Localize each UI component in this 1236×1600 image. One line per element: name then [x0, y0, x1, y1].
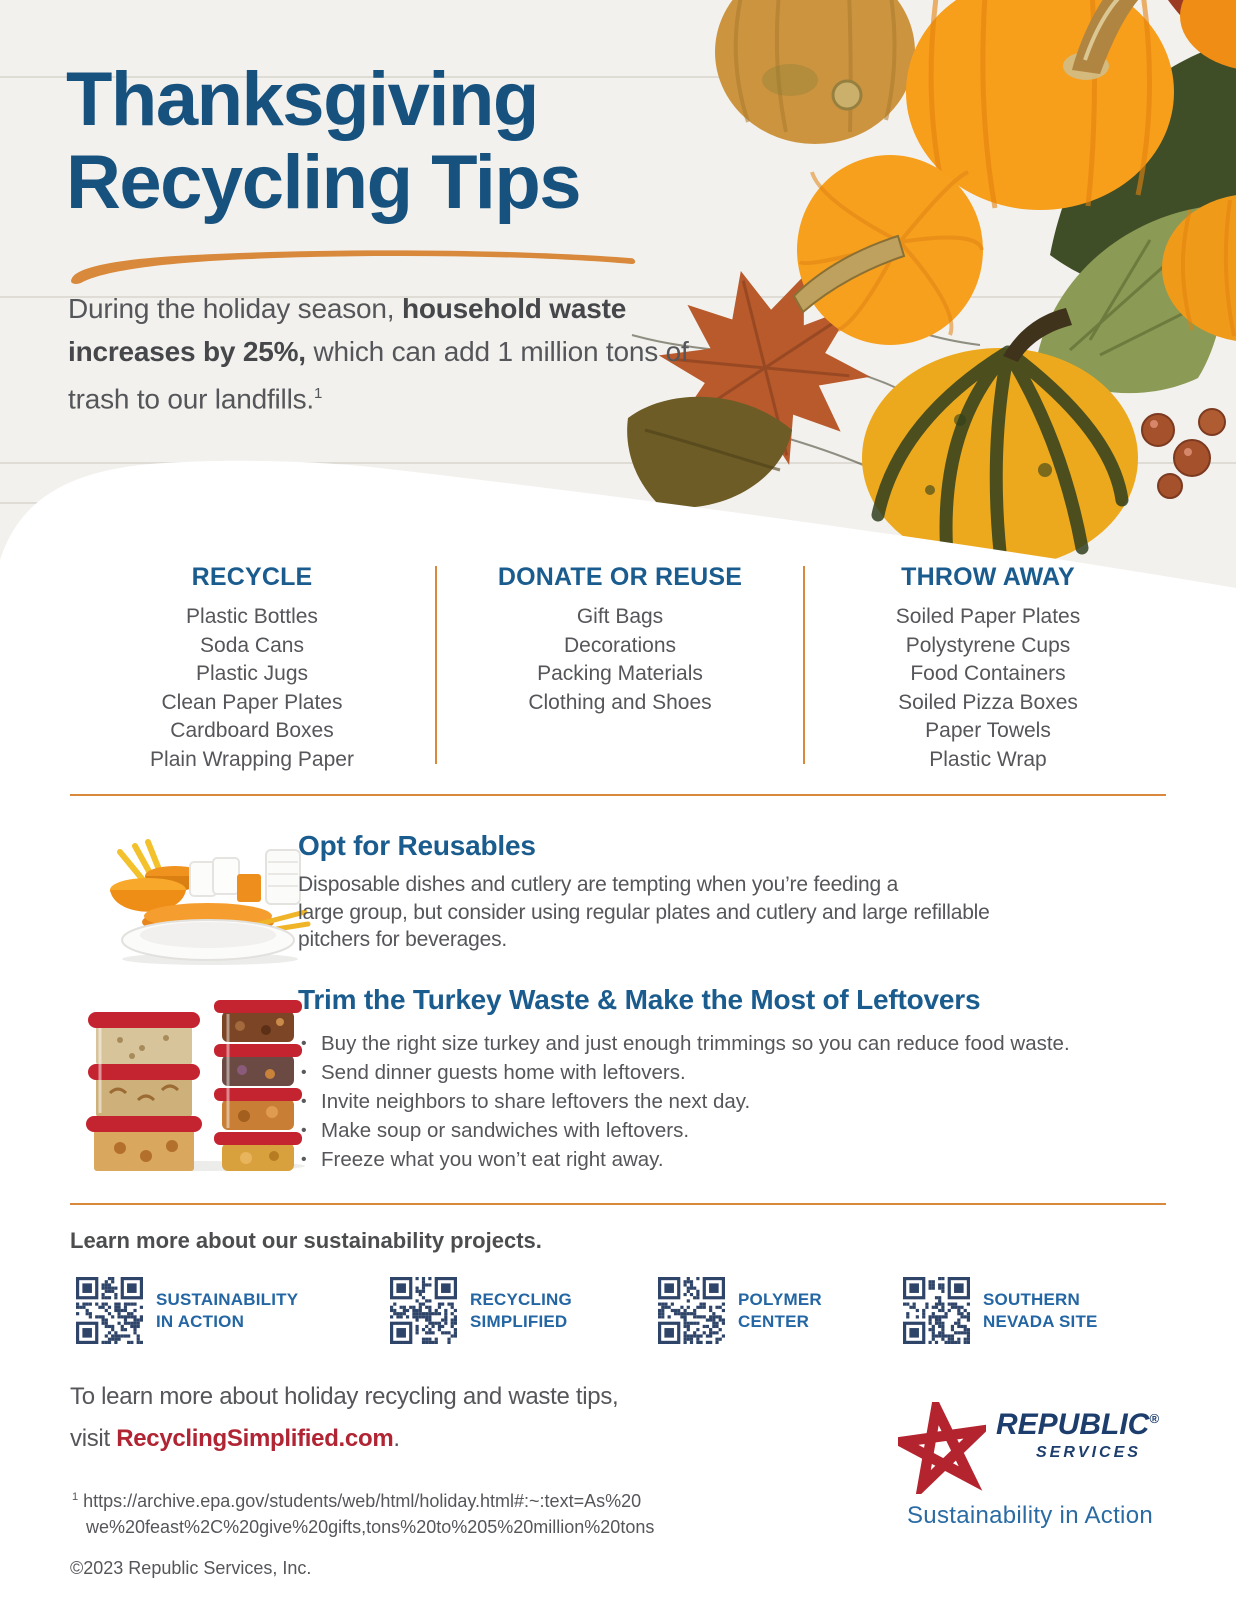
- paragraph-line: Disposable dishes and cutlery are tempting when you’re feeding a: [298, 873, 899, 896]
- berries: [1142, 409, 1225, 498]
- learn-more-heading: Learn more about our sustainability projects.: [70, 1228, 542, 1253]
- pumpkin-small-yellow: [794, 155, 983, 345]
- qr-label: [156, 1289, 298, 1333]
- footnote-url: https://archive.epa.gov/students/web/html/holiday.html#:~:text=As%20: [83, 1491, 642, 1511]
- brand-tagline: Sustainability in Action: [906, 1502, 1153, 1529]
- tip-bullets: [298, 1029, 1168, 1174]
- cta-line: [70, 1418, 618, 1460]
- qr-link-southern-nevada-site: [903, 1277, 1098, 1344]
- qr-code: [903, 1277, 970, 1344]
- category-item: Paper Towels: [925, 719, 1051, 742]
- footnote: [72, 1484, 654, 1540]
- footnote-reference: 1: [72, 1491, 79, 1503]
- registered-mark: ®: [1149, 1411, 1159, 1426]
- brand-name: REPUBLIC®: [996, 1408, 1159, 1441]
- republic-star-icon: [898, 1402, 986, 1494]
- hero-section: [0, 0, 1236, 620]
- column-items: [804, 603, 1172, 774]
- brand-wordmark: [996, 1408, 1159, 1462]
- copyright-text: ©2023 Republic Services, Inc.: [70, 1558, 312, 1578]
- container-stack-right: [214, 1000, 302, 1171]
- qr-label: [983, 1289, 1098, 1333]
- section-divider: [70, 794, 1166, 796]
- cta-text: visit: [70, 1425, 117, 1452]
- title-line: Thanksgiving: [66, 57, 538, 142]
- tip-opt-for-reusables: [298, 828, 1078, 954]
- qr-label: [470, 1289, 572, 1333]
- qr-label-line: POLYMER: [738, 1289, 822, 1309]
- pumpkin-tan: [715, 0, 915, 144]
- title-line: Recycling Tips: [66, 140, 581, 225]
- intro-paragraph: [68, 288, 696, 421]
- disposable-tableware-image: [90, 834, 330, 966]
- republic-services-logo: [898, 1400, 1198, 1496]
- column-items: [68, 603, 436, 774]
- category-item: Soiled Paper Plates: [895, 605, 1081, 628]
- category-item: Plastic Jugs: [195, 662, 309, 685]
- underline-swoosh: [62, 246, 647, 286]
- brand-subname: SERVICES: [1036, 1444, 1141, 1461]
- footnote-line: we%20feast%2C%20give%20gifts,tons%20to%205%20million%20tons: [86, 1517, 655, 1537]
- category-item: Plastic Bottles: [186, 605, 318, 628]
- category-item: Clean Paper Plates: [161, 690, 343, 714]
- category-item: Soda Cans: [200, 633, 304, 657]
- category-item: Decorations: [563, 633, 677, 657]
- column-recycle: [68, 562, 436, 774]
- qr-link-polymer-center: [658, 1277, 822, 1344]
- category-item: Clothing and Shoes: [528, 690, 712, 714]
- category-item: Gift Bags: [576, 605, 664, 628]
- qr-code: [390, 1277, 457, 1344]
- qr-label-line: NEVADA SITE: [983, 1311, 1098, 1331]
- tip-bullet: • Freeze what you won’t eat right away.: [298, 1145, 1168, 1174]
- tip-bullet: • Buy the right size turkey and just enough trimmings so you can reduce food waste.: [298, 1029, 1168, 1058]
- paragraph-line: pitchers for beverages.: [298, 928, 508, 951]
- footnote-reference: 1: [313, 385, 323, 402]
- category-item: Food Containers: [910, 662, 1066, 685]
- qr-label-line: CENTER: [738, 1311, 810, 1331]
- category-item: Soiled Pizza Boxes: [898, 690, 1078, 714]
- section-divider: [70, 1203, 1166, 1205]
- qr-label-line: SOUTHERN: [983, 1289, 1080, 1309]
- paragraph-line: large group, but consider using regular plates and cutlery and large refillable: [298, 900, 990, 924]
- page-title: [66, 58, 580, 224]
- cta-text: .: [393, 1425, 400, 1452]
- footnote-line: [72, 1484, 654, 1514]
- tip-heading: Opt for Reusables: [298, 830, 536, 861]
- column-donate-or-reuse: [436, 562, 804, 717]
- category-item: Polystyrene Cups: [905, 633, 1071, 657]
- tip-bullet: • Make soup or sandwiches with leftovers.: [298, 1116, 1168, 1145]
- category-item: Plastic Wrap: [929, 747, 1047, 771]
- qr-label: [738, 1289, 822, 1333]
- qr-link-sustainability-in-action: [76, 1277, 298, 1344]
- cta-line: To learn more about holiday recycling and waste tips,: [70, 1383, 619, 1410]
- intro-text: During the holiday season,: [68, 293, 402, 324]
- column-heading: RECYCLE: [191, 563, 313, 591]
- tip-bullet: • Invite neighbors to share leftovers the next day.: [298, 1087, 1168, 1116]
- tip-heading: Trim the Turkey Waste & Make the Most of Leftovers: [298, 984, 981, 1015]
- intro-bold-text: household waste increases by 25%,: [68, 293, 627, 367]
- category-item: Packing Materials: [537, 662, 703, 685]
- tip-bullet: • Send dinner guests home with leftovers.: [298, 1058, 1168, 1087]
- qr-code: [658, 1277, 725, 1344]
- footer-cta: [70, 1376, 618, 1460]
- qr-code: [76, 1277, 143, 1344]
- qr-label-line: RECYCLING: [470, 1289, 572, 1309]
- tip-trim-turkey-waste: [298, 982, 1168, 1174]
- recycling-simplified-link[interactable]: RecyclingSimplified.com: [116, 1425, 394, 1452]
- category-item: Cardboard Boxes: [170, 719, 334, 742]
- column-heading: DONATE OR REUSE: [497, 563, 743, 591]
- intro-text: which can add 1 million tons of trash to our landfills.: [68, 335, 689, 415]
- qr-label-line: SIMPLIFIED: [470, 1311, 568, 1331]
- container-stack-left: [86, 1012, 202, 1171]
- column-heading: THROW AWAY: [901, 563, 1075, 591]
- leftover-containers-image: [80, 998, 325, 1172]
- column-items: [436, 603, 804, 717]
- qr-link-recycling-simplified: [390, 1277, 572, 1344]
- category-item: Plain Wrapping Paper: [150, 747, 354, 771]
- qr-label-line: IN ACTION: [156, 1311, 245, 1331]
- qr-label-line: SUSTAINABILITY: [156, 1289, 299, 1309]
- column-throw-away: [804, 562, 1172, 774]
- tip-body: [298, 871, 1078, 954]
